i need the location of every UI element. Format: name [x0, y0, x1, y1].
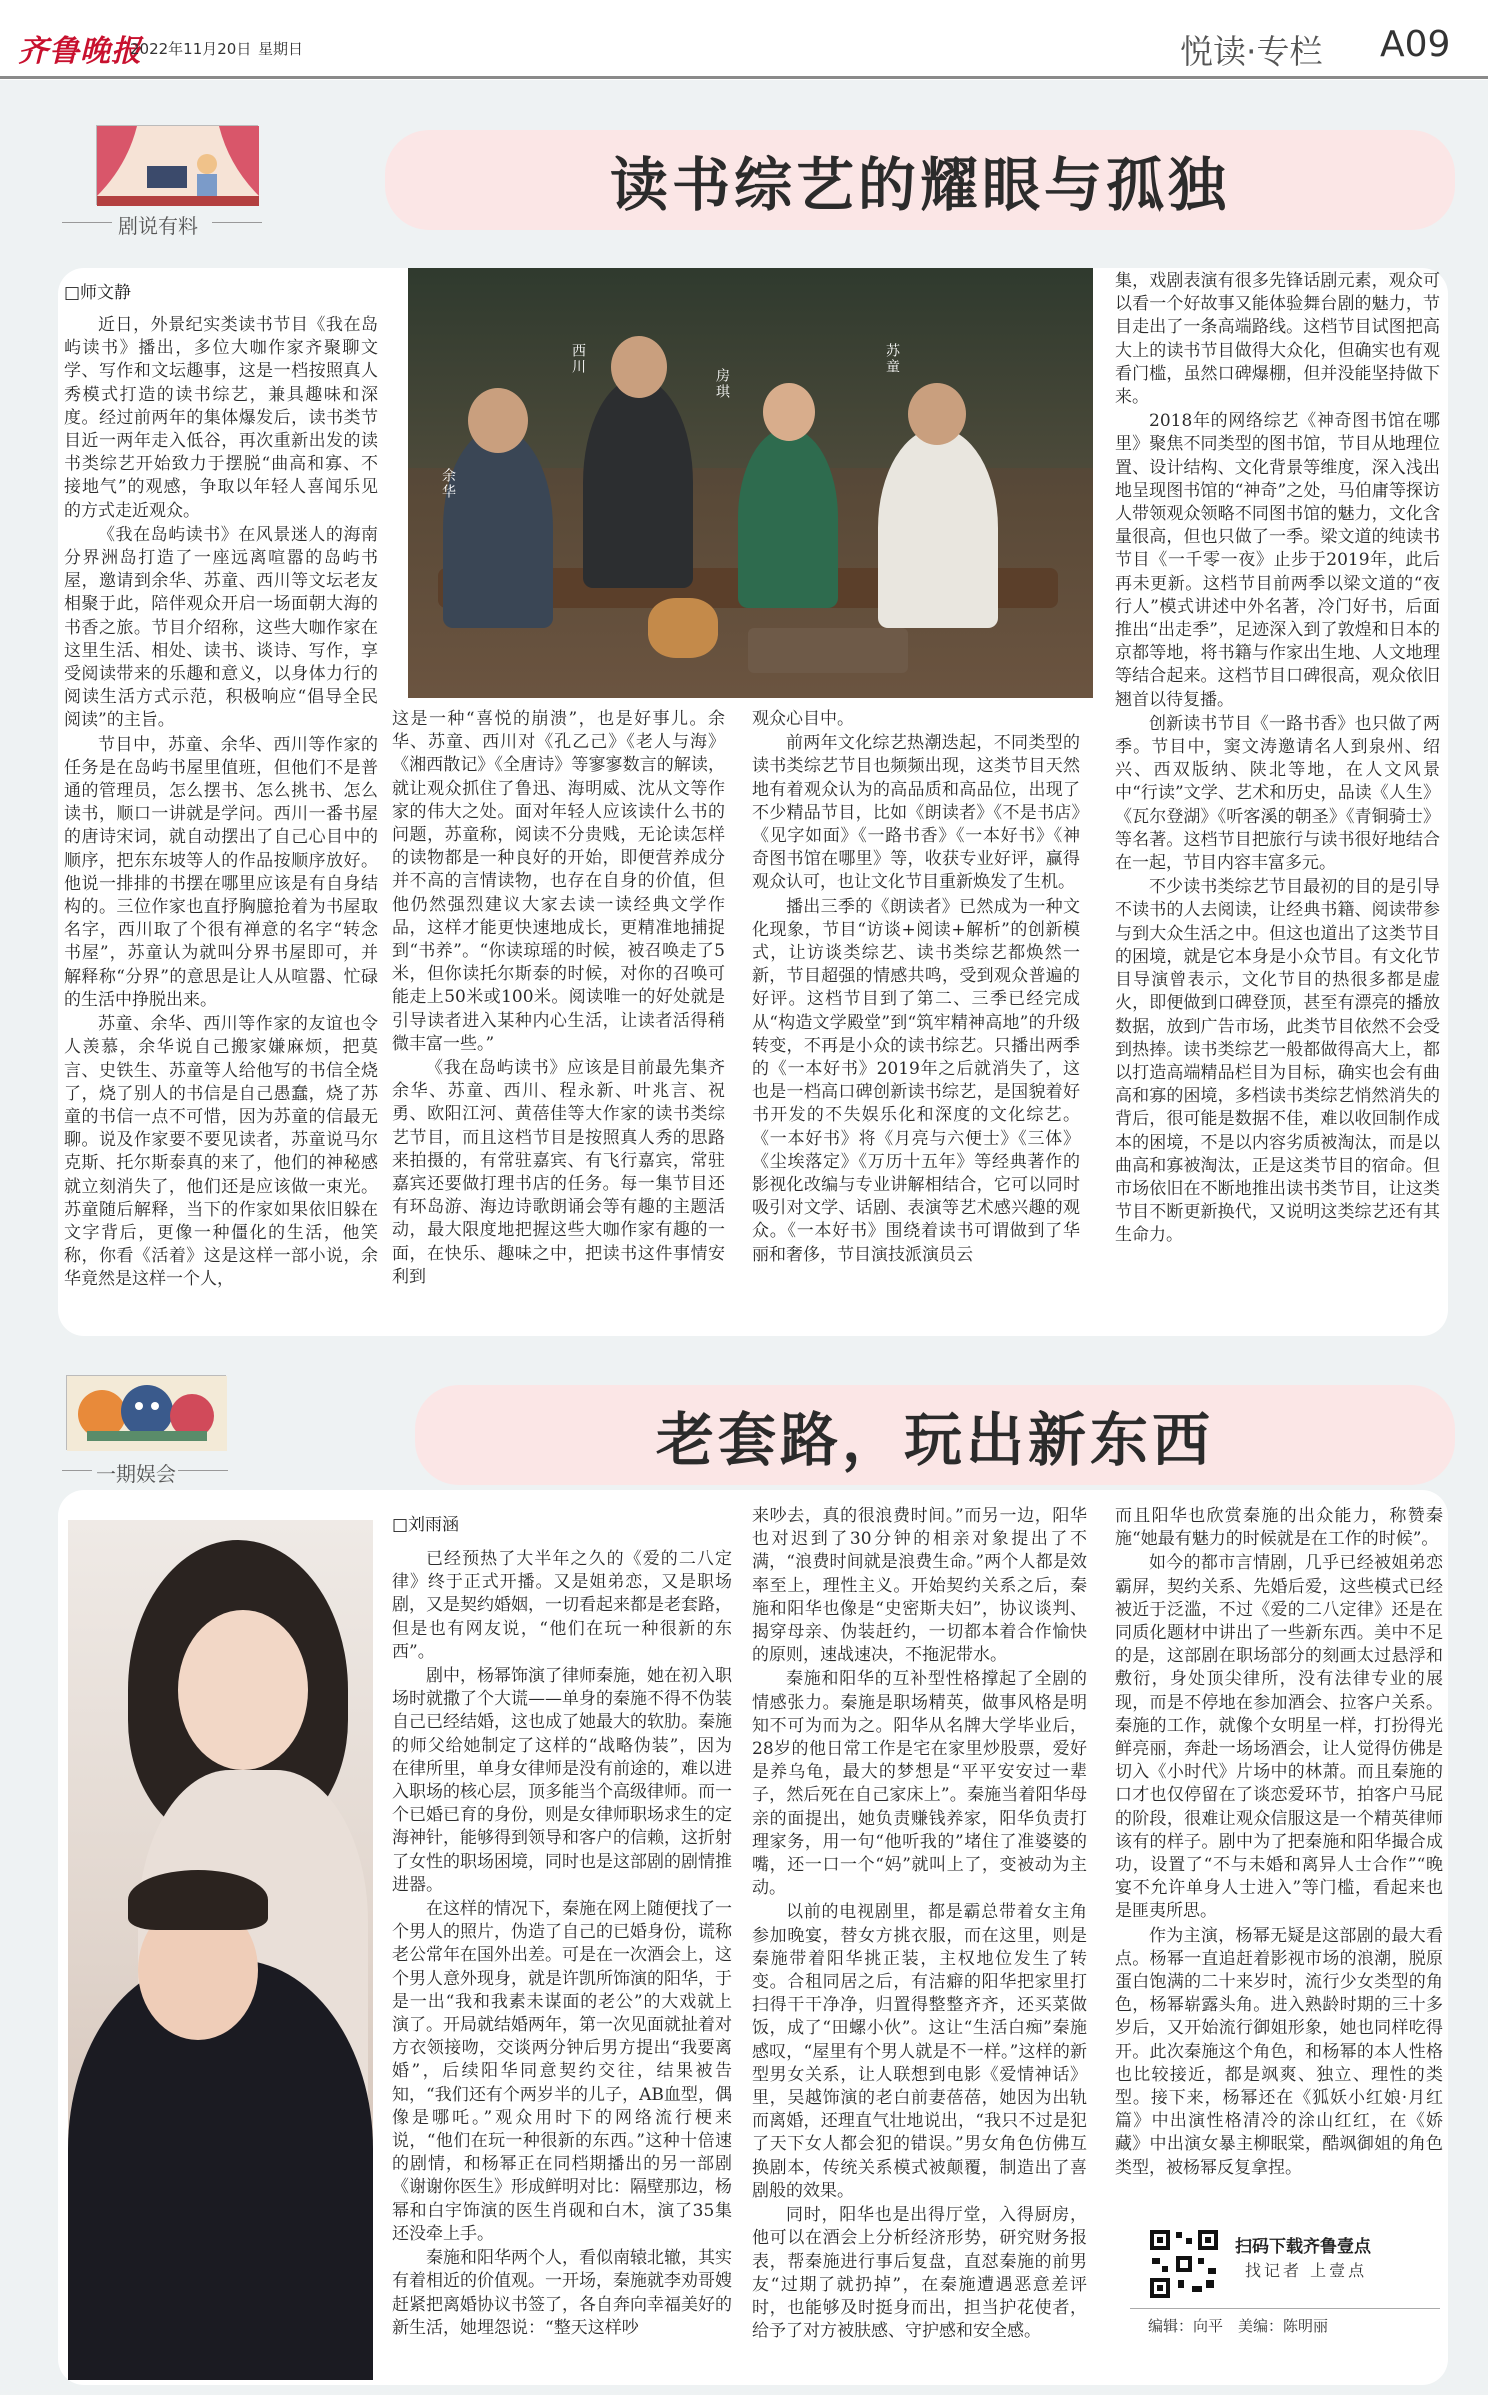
paragraph: 秦施和阳华两个人，看似南辕北辙，其实有着相近的价值观。一开场，秦施就李劝哥嫂赶紧把离婚协议书签了，各自奔向幸福美好的新生活，她埋怨说：“整天这样吵	[392, 2248, 732, 2338]
qr-code-icon[interactable]	[1148, 2228, 1220, 2300]
article2-column-3	[1115, 1505, 1443, 2178]
photo-caption: 苏童	[884, 343, 900, 375]
article1-column-2	[392, 708, 725, 1320]
qr-caption: 扫码下载齐鲁壹点	[1235, 2237, 1371, 2257]
issue-weekday: 星期日	[258, 40, 304, 58]
article2-poster	[68, 1520, 373, 2380]
article1-title: 读书综艺的耀眼与孤独	[385, 130, 1455, 230]
newspaper-logo: 齐鲁晚报	[18, 34, 142, 69]
paragraph: 节目中，苏童、余华、西川等作家的任务是在岛屿书屋里值班，但他们不是普通的管理员，怎么摆书、怎么挑书、怎么读书，顺口一讲就是学问。西川一番书屋的唐诗宋词，就自动摆出了自己心目中的顺序，把东东坡等人的作品按顺序放好。他说一排排的书摆在哪里应该是有自身结构的。三位作家也直抒胸臆抢着为书屋取名字，西川取了个很有禅意的名字“转念书屋”，苏童认为就叫分界书屋即可，并解释称“分界”的意思是让人从喧嚣、忙碌的生活中挣脱出来。	[64, 734, 378, 1010]
photo-caption: 余华	[440, 468, 456, 500]
issue-date: 2022年11月20日	[130, 40, 252, 58]
article1-column-4	[1115, 270, 1440, 1325]
paragraph: 集，戏剧表演有很多先锋话剧元素，观众可以看一个好故事又能体验舞台剧的魅力，节目走出了一条高端路线。这档节目试图把高大上的读书节目做得大众化，但确实也有观看门槛，虽然口碑爆棚，但并没能坚持做下来。	[1115, 271, 1440, 408]
paragraph: 前两年文化综艺热潮迭起，不同类型的读书类综艺节目也频频出现，这类节目天然地有着观众认为的高品质和高品位，出现了不少精品节目，比如《朗读者》《不是书店》《见字如面》《一路书香》《一本好书》《神奇图书馆在哪里》等，收获专业好评，赢得观众认可，也让文化节目重新焕发了生机。	[752, 733, 1080, 893]
column-name: 剧说有料	[118, 214, 198, 238]
article1-column-3	[752, 708, 1080, 1320]
paragraph: 来吵去，真的很浪费时间。”而另一边，阳华也对迟到了30分钟的相亲对象提出了不满，“浪费时间就是浪费生命。”两个人都是效率至上，理性主义。开始契约关系之后，秦施和阳华也像是“史密斯夫妇”，协议谈判、揭穿母亲、伪装赶约，一切都本着合作愉快的原则，速战速决，不拖泥带水。	[752, 1506, 1087, 1666]
article2-column-2	[752, 1505, 1087, 2377]
page-number: A09	[1380, 24, 1451, 65]
column-badge-illustration	[96, 125, 258, 205]
paragraph: 而且阳华也欣赏秦施的出众能力，称赞秦施“她最有魅力的时候就是在工作的时候”。	[1115, 1506, 1443, 1550]
paragraph: 2018年的网络综艺《神奇图书馆在哪里》聚焦不同类型的图书馆，节目从地理位置、设计结构、文化背景等维度，深入浅出地呈现图书馆的“神奇”之处，马伯庸等探访人带领观众领略不同图书馆的魅力，文化含量很高，但也只做了一季。梁文道的纯读书节目《一千零一夜》止步于2019年，此后再未更新。这档节目前两季以梁文道的“夜行人”模式讲述中外名著，冷门好书，后面推出“出走季”，足迹深入到了敦煌和日本的京都等地，将书籍与作家出生地、人文地理等结合起来。这档节目口碑很高，观众依旧翘首以待复播。	[1115, 411, 1440, 710]
masks-illustration-icon	[67, 1376, 227, 1451]
paragraph: 秦施和阳华的互补型性格撑起了全剧的情感张力。秦施是职场精英，做事风格是明知不可为而为之。阳华从名牌大学毕业后，28岁的他日常工作是宅在家里炒股票，爱好是养乌龟，最大的梦想是“平平安安过一辈子，然后死在自己家床上”。秦施当着阳华母亲的面提出，她负责赚钱养家，阳华负责打理家务，用一句“他听我的”堵住了准婆婆的嘴，还一口一个“妈”就叫上了，变被动为主动。	[752, 1669, 1087, 1899]
section-name: 悦读·专栏	[1180, 32, 1323, 71]
divider	[62, 222, 112, 223]
paragraph: 以前的电视剧里，都是霸总带着女主角参加晚宴，替女方挑衣服，而在这里，则是秦施带着阳华挑正装，主权地位发生了转变。合租同居之后，有洁癖的阳华把家里打扫得干干净净，归置得整整齐齐，还买菜做饭，成了“田螺小伙”。这让“生活白痴”秦施感叹，“屋里有个男人就是不一样。”这样的新型男女关系，让人联想到电影《爱情神话》里，吴越饰演的老白前妻蓓蓓，她因为出轨而离婚，还理直气壮地说出，“我只不过是犯了天下女人都会犯的错误。”男女角色仿佛互换剧本，传统关系模式被颠覆，制造出了喜剧般的效果。	[752, 1902, 1087, 2201]
paragraph: 已经预热了大半年之久的《爱的二八定律》终于正式开播。又是姐弟恋，又是职场剧，又是契约婚姻，一切看起来都是老套路，但是也有网友说，“他们在玩一种很新的东西”。	[392, 1549, 732, 1662]
paragraph: 如今的都市言情剧，几乎已经被姐弟恋霸屏，契约关系、先婚后爱，这些模式已经被近于泛滥，不过《爱的二八定律》还是在同质化题材中讲出了一些新东西。美中不足的是，这部剧在职场部分的刻画太过悬浮和敷衍，身处顶尖律所，没有法律专业的展现，而是不停地在参加酒会、拉客户关系。秦施的工作，就像个女明星一样，打扮得光鲜亮丽，奔赴一场场酒会，让人觉得仿佛是切入《小时代》片场中的林萧。而且秦施的口才也仅停留在了谈恋爱环节，拍客户马屁的阶段，很难让观众信服这是一个精英律师该有的样子。剧中为了把秦施和阳华撮合成功，设置了“不与未婚和离异人士合作”“晚宴不允许单身人士进入”等门槛，看起来也是匪夷所思。	[1115, 1553, 1443, 1922]
divider	[62, 1470, 92, 1471]
paragraph: 创新读书节目《一路书香》也只做了两季。节目中，窦文涛邀请名人到泉州、绍兴、西双版纳、陕北等地，在人文风景中“行读”文学、艺术和历史，品读《人生》《瓦尔登湖》《听客溪的朝圣》《青铜骑士》等名著。这档节目把旅行与读书很好地结合在一起，节目内容丰富多元。	[1115, 713, 1440, 874]
divider	[178, 1470, 228, 1471]
photo-caption: 房琪	[714, 368, 730, 400]
qr-subcaption: 找记者 上壹点	[1245, 2261, 1368, 2280]
article2-title: 老套路，玩出新东西	[415, 1385, 1455, 1485]
paragraph: 观众心目中。	[752, 709, 854, 729]
divider	[212, 222, 262, 223]
paragraph: 这是一种“喜悦的崩溃”，也是好事儿。余华、苏童、西川对《孔乙己》《老人与海》《湘西散记》《全唐诗》等寥寥数言的解读，就让观众抓住了鲁迅、海明威、沈从文等作家的伟大之处。面对年轻人应该读什么书的问题，苏童称，阅读不分贵贱，无论读怎样的读物都是一种良好的开始，即便营养成分并不高的言情读物，也存在自身的价值，但他仍然强烈建议大家去读一读经典文学作品，这样才能更快速地成长，更精准地捕捉到“书养”。“你读琼瑶的时候，被召唤走了5米，但你读托尔斯泰的时候，对你的召唤可能走上50米或100米。阅读唯一的好处就是引导读者进入某种内心生活，让读者活得稍微丰富一些。”	[392, 709, 725, 1054]
article2-column-1	[392, 1548, 732, 2378]
column-badge-illustration	[66, 1375, 226, 1450]
paragraph: 近日，外景纪实类读书节目《我在岛屿读书》播出，多位大咖作家齐聚聊文学、写作和文坛趣事，这是一档按照真人秀模式打造的读书综艺，兼具趣味和深度。经过前两年的集体爆发后，读书类节目近一两年走入低谷，再次重新出发的读书类综艺开始致力于摆脱“曲高和寡、不接地气”的观感，争取以年轻人喜闻乐见的方式走近观众。	[64, 315, 378, 521]
paragraph: 苏童、余华、西川等作家的友谊也令人羡慕，余华说自己搬家嫌麻烦，把莫言、史铁生、苏童等人给他写的书信全烧了，烧了别人的书信是自己愚蠢，烧了苏童的书信一点不可惜，因为苏童的信最无聊。说及作家要不要见读者，苏童说马尔克斯、托尔斯泰真的来了，他们的神秘感就立刻消失了，他们还是应该做一束光。苏童随后解释，当下的作家如果依旧躲在文字背后，更像一种僵化的生活，他笑称，你看《活着》这是这样一部小说，余华竟然是这样一个人，	[64, 1014, 378, 1290]
divider	[1130, 2308, 1440, 2309]
masthead-rule	[0, 76, 1488, 79]
article1-column-1	[64, 314, 378, 1324]
paragraph: 不少读书类综艺节目最初的目的是引导不读书的人去阅读，让经典书籍、阅读带参与到大众生活之中。但这也道出了这类节目的困境，就是它本身是小众节目。有文化节目导演曾表示，文化节目的热很多都是虚火，即便做到口碑登顶，甚至有漂亮的播放数据，放到广告市场，此类节目依然不会受到热捧。读书类综艺一般都做得高大上，都以打造高端精品栏目为目标，确实也会有曲高和寡的困境，多档读书类综艺悄然消失的背后，很可能是数据不佳，难以收回制作成本的困境，不是以内容劣质被淘汰，而是以曲高和寡被淘汰，正是这类节目的宿命。但市场依旧在不断地推出读书类节目，让这类节目不断更新换代，又说明这类综艺还有其生命力。	[1115, 877, 1440, 1246]
article2-byline: □刘雨涵	[392, 1515, 460, 1535]
paragraph: 作为主演，杨幂无疑是这部剧的最大看点。杨幂一直追赶着影视市场的浪潮，脱原蛋白饱满的二十来岁时，流行少女类型的角色，杨幂崭露头角。进入熟龄时期的三十多岁后，又开始流行御姐形象，她也同样吃得开。此次秦施这个角色，和杨幂的本人性格也比较接近，都是飒爽、独立、理性的类型。接下来，杨幂还在《狐妖小红娘·月红篇》中出演性格清冷的涂山红红，在《娇藏》中出演女暴主柳眠棠，酷飒御姐的角色类型，被杨幂反复拿捏。	[1115, 1925, 1443, 2178]
paragraph: 同时，阳华也是出得厅堂，入得厨房，他可以在酒会上分析经济形势，研究财务报表，帮秦施进行事后复盘，直怼秦施的前男友“过期了就扔掉”，在秦施遭遇恶意差评时，也能够及时挺身而出，担当护花使者，给予了对方被肤感、守护感和安全感。	[752, 2205, 1087, 2342]
column-name: 一期娱会	[96, 1462, 176, 1486]
article1-photo	[408, 268, 1093, 698]
photo-caption: 西川	[570, 343, 586, 375]
paragraph: 在这样的情况下，秦施在网上随便找了一个男人的照片，伪造了自己的已婚身份，谎称老公常年在国外出差。可是在一次酒会上，这个男人意外现身，就是许凯所饰演的阳华，于是一出“我和我素未谋面的老公”的大戏就上演了。开局就结婚两年，第一次见面就扯着对方衣领接吻，交谈两分钟后男方提出“我要离婚”，后续阳华同意契约交往，结果被告知，“我们还有个两岁半的儿子，AB血型，偶像是哪吒。”观众用时下的网络流行梗来说，“他们在玩一种很新的东西。”这种十倍速的剧情，和杨幂正在同档期播出的另一部剧《谢谢你医生》形成鲜明对比：隔壁那边，杨幂和白宇饰演的医生肖砚和白木，演了35集还没牵上手。	[392, 1899, 732, 2244]
editor-credits: 编辑：向平 美编：陈明丽	[1148, 2317, 1329, 2335]
article1-byline: □师文静	[64, 283, 132, 303]
theater-illustration-icon	[97, 126, 259, 206]
paragraph: 《我在岛屿读书》在风景迷人的海南分界洲岛打造了一座远离喧嚣的岛屿书屋，邀请到余华、苏童、西川等文坛老友相聚于此，陪伴观众开启一场面朝大海的书香之旅。节目介绍称，这些大咖作家在这里生活、相处、读书、谈诗、写作，享受阅读带来的乐趣和意义，以身体力行的阅读生活方式示范，积极响应“倡导全民阅读”的主旨。	[64, 524, 378, 731]
paragraph: 《我在岛屿读书》应该是目前最先集齐余华、苏童、西川、程永新、叶兆言、祝勇、欧阳江河、黄蓓佳等大作家的读书类综艺节目，而且这档节目是按照真人秀的思路来拍摄的，有常驻嘉宾、有飞行嘉宾，常驻嘉宾还要做打理书店的任务。每一集节目还有环岛游、海边诗歌朗诵会等有趣的主题活动，最大限度地把握这些大咖作家有趣的一面，在快乐、趣味之中，把读书这件事情安利到	[392, 1058, 725, 1287]
paragraph: 剧中，杨幂饰演了律师秦施，她在初入职场时就撒了个大谎——单身的秦施不得不伪装自己已经结婚，这也成了她最大的软肋。秦施的师父给她制定了这样的“战略伪装”，因为在律所里，单身女律师是没有前途的，难以进入职场的核心层，顶多能当个高级律师。而一个已婚已育的身份，则是女律师职场求生的定海神针，能够得到领导和客户的信赖，这折射了女性的职场困境，同时也是这部剧的剧情推进器。	[392, 1666, 732, 1895]
paragraph: 播出三季的《朗读者》已然成为一种文化现象，节目“访谈+阅读+解析”的创新模式，让访谈类综艺、读书类综艺都焕然一新，节目超强的情感共鸣，受到观众普遍的好评。这档节目到了第二、三季已经完成从“构造文学殿堂”到“筑牢精神高地”的升级转变，不再是小众的读书综艺。只播出两季的《一本好书》2019年之后就消失了，这也是一档高口碑创新读书综艺，是国貌着好书开发的不失娱乐化和深度的文化综艺。《一本好书》将《月亮与六便士》《三体》《尘埃落定》《万历十五年》等经典著作的影视化改编与专业讲解相结合，它可以同时吸引对文学、话剧、表演等艺术感兴趣的观众。《一本好书》围绕着读书可谓做到了华丽和奢侈，节目演技派演员云	[752, 896, 1080, 1265]
